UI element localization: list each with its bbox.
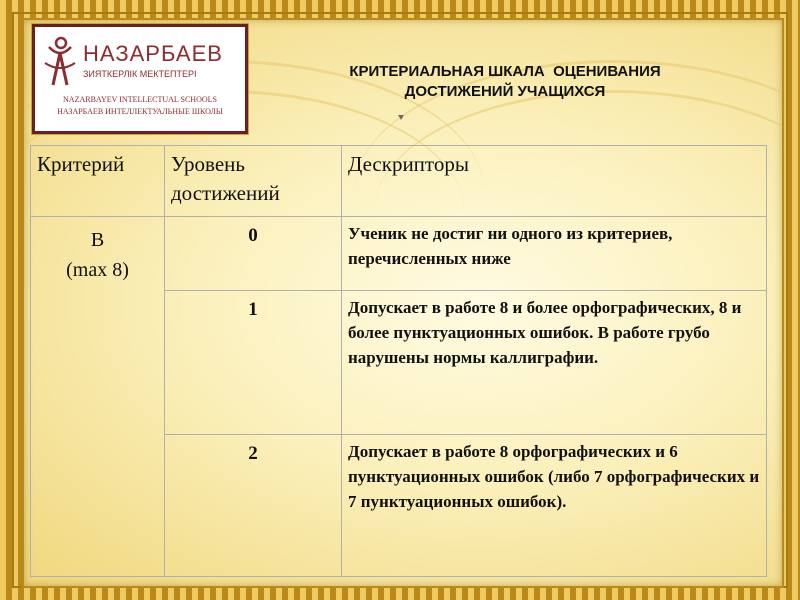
logo-title: НАЗАРБАЕВ xyxy=(83,41,223,66)
table-row xyxy=(31,217,767,291)
school-emblem-icon xyxy=(41,33,79,95)
slide-heading xyxy=(290,62,720,102)
logo-subtitle-en: NAZARBAYEV INTELLECTUAL SCHOOLS xyxy=(63,95,217,104)
school-logo xyxy=(32,24,248,134)
descriptor-cell: Ученик не достиг ни одного из критериев, перечисленных ниже xyxy=(342,217,767,291)
table-header-row xyxy=(31,146,767,217)
level-cell: 1 xyxy=(165,291,342,435)
header-level-line-2: достижений xyxy=(171,181,280,205)
header-level xyxy=(165,146,342,217)
heading-line-2: ДОСТИЖЕНИЙ УЧАЩИХСЯ xyxy=(404,83,606,100)
small-arrow-icon xyxy=(398,115,404,120)
descriptor-cell: Допускает в работе 8 орфографических и 6 пунктуационных ошибок (либо 7 орфографических и 7 пунктуационных ошибок). xyxy=(342,435,767,577)
heading-line-1: КРИТЕРИАЛЬНАЯ ШКАЛА ОЦЕНИВАНИЯ xyxy=(349,63,661,80)
header-level-line-1: Уровень xyxy=(171,152,245,176)
level-cell: 2 xyxy=(165,435,342,577)
criteria-table xyxy=(30,145,767,577)
logo-subtitle-kz: ЗИЯТКЕРЛІК МЕКТЕПТЕРІ xyxy=(83,69,197,79)
descriptor-cell: Допускает в работе 8 и более орфографических, 8 и более пунктуационных ошибок. В работе грубо нарушены нормы каллиграфии. xyxy=(342,291,767,435)
header-criterion: Критерий xyxy=(31,146,165,217)
criterion-cell xyxy=(31,217,165,577)
criterion-max: (max 8) xyxy=(66,259,129,281)
level-cell: 0 xyxy=(165,217,342,291)
header-descriptors: Дескрипторы xyxy=(342,146,767,217)
criterion-letter: B xyxy=(90,229,105,251)
logo-subtitle-ru: НАЗАРБАЕВ ИНТЕЛЛЕКТУАЛЬНЫЕ ШКОЛЫ xyxy=(57,107,223,116)
